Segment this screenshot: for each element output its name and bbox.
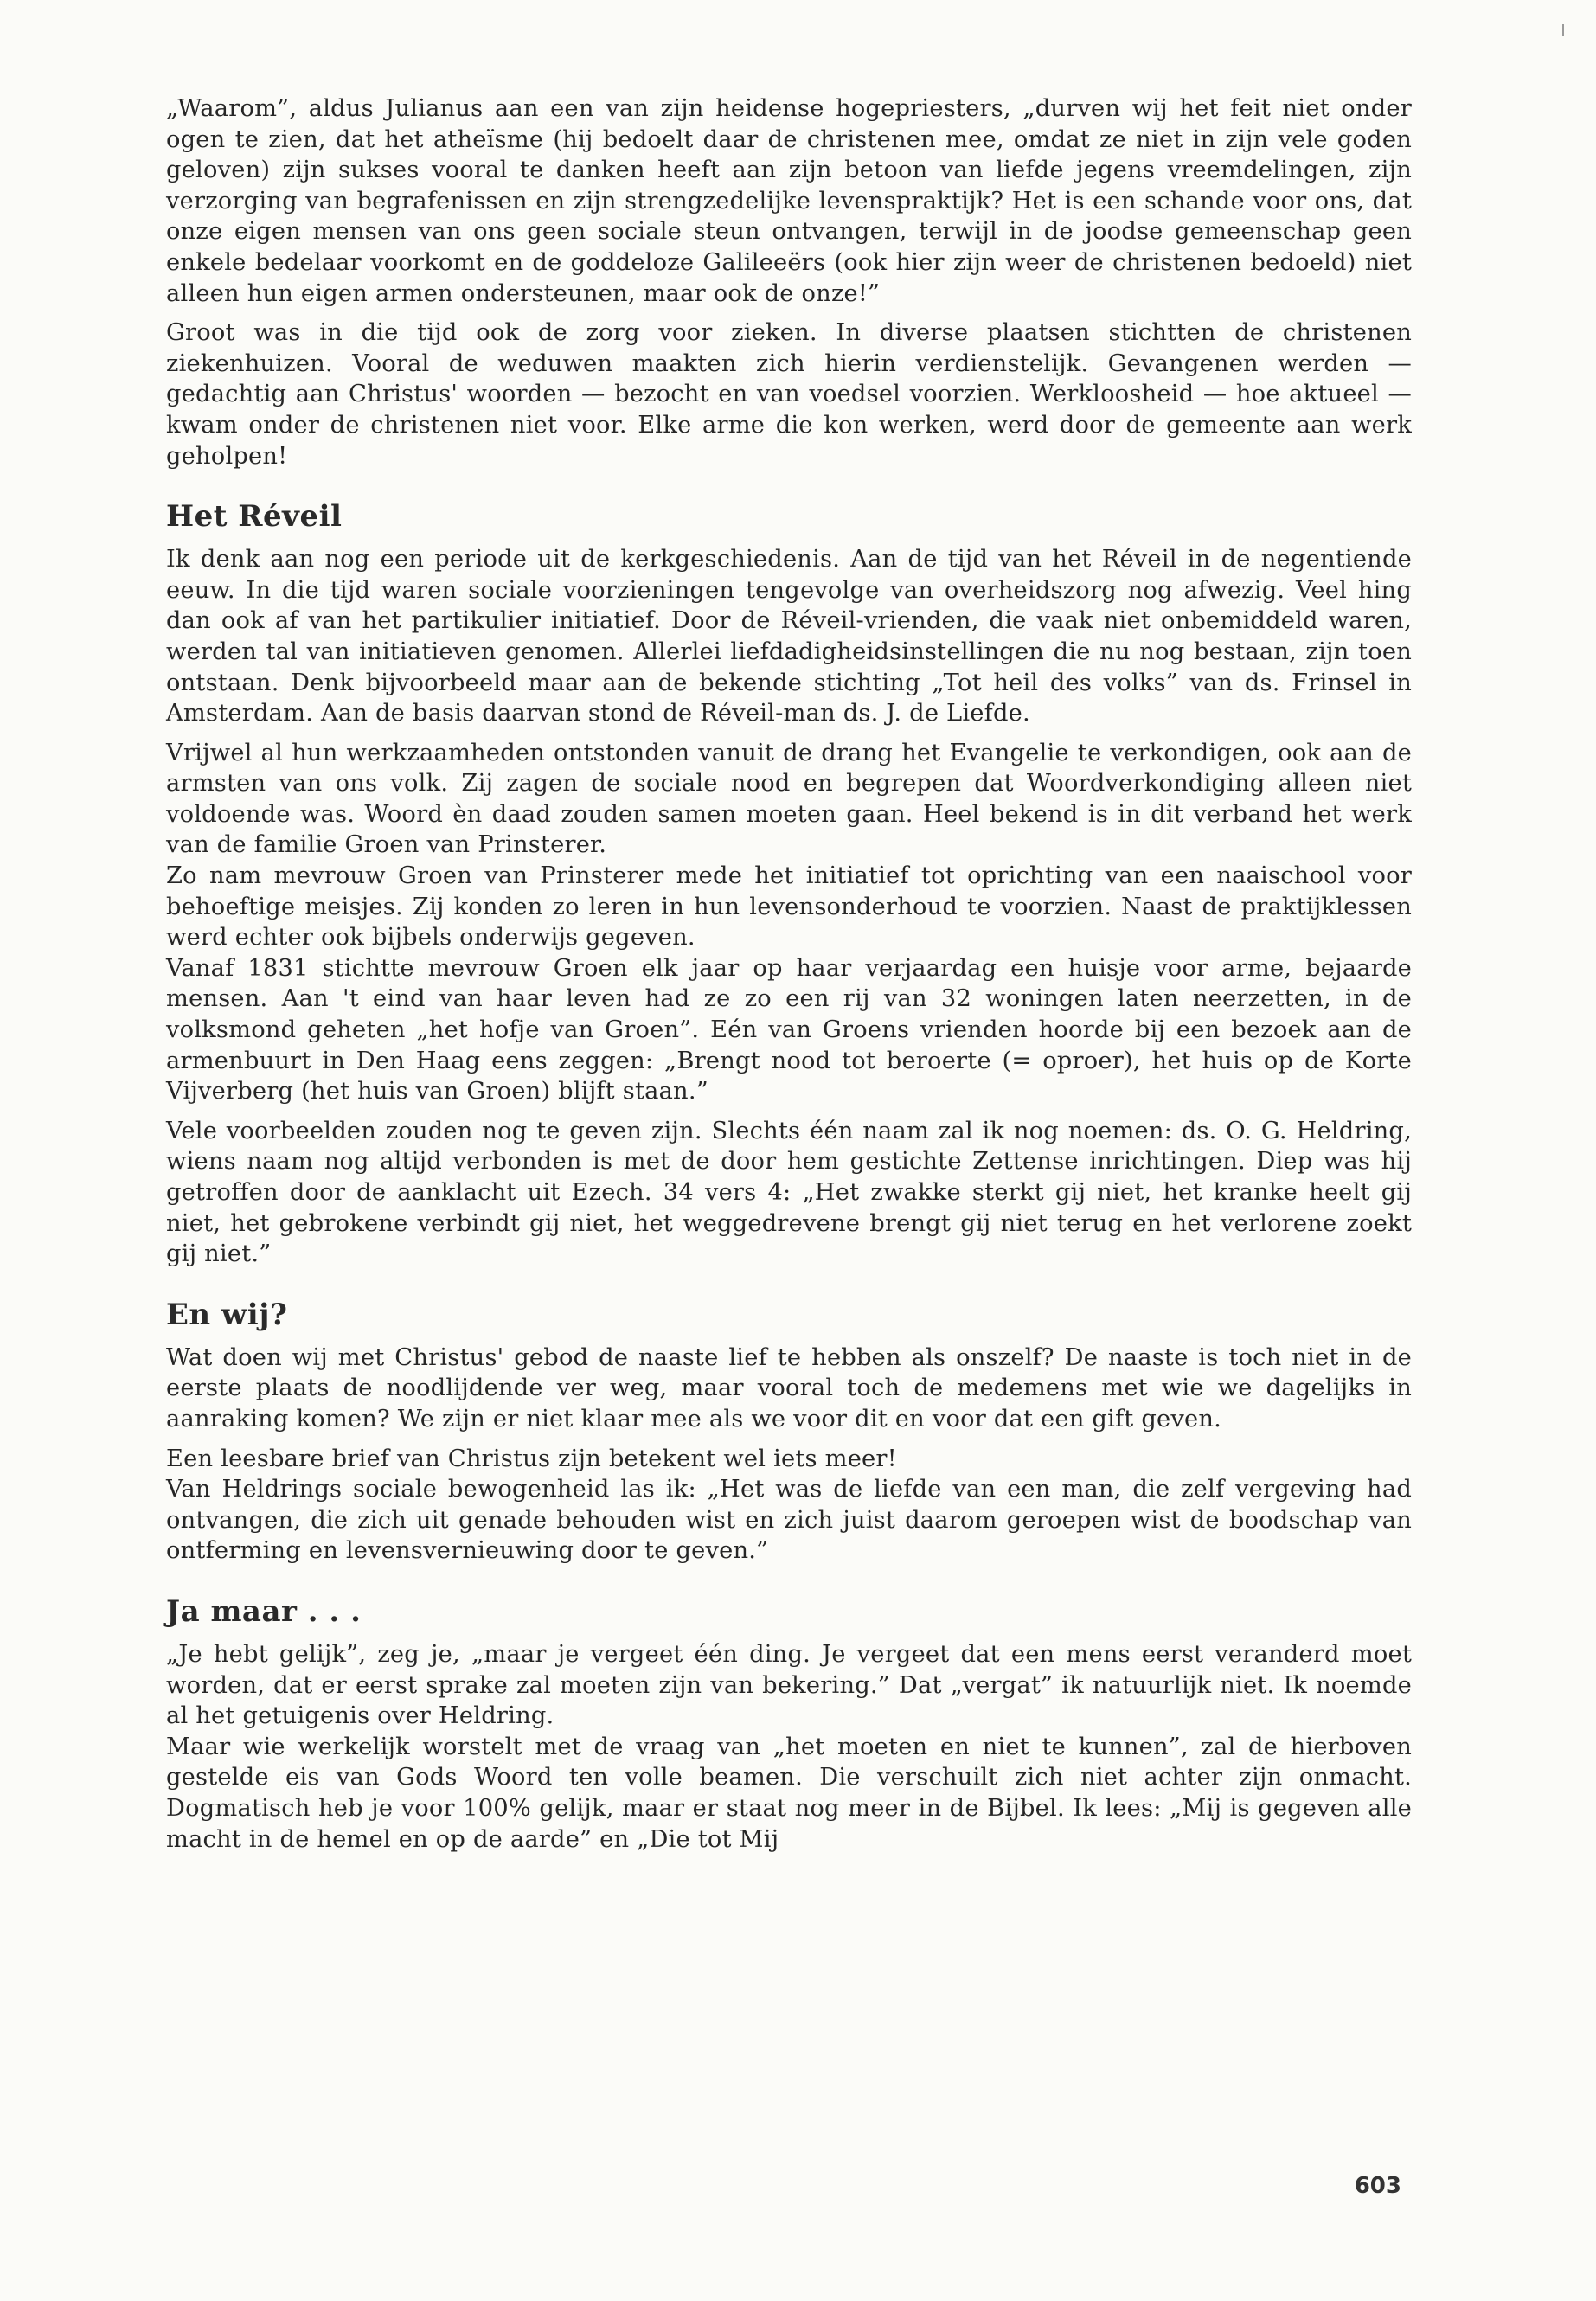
section-heading: En wij? (166, 1297, 288, 1332)
paragraph: Ik denk aan nog een periode uit de kerkgeschiedenis. Aan de tijd van het Réveil in de negentiende eeuw. In die tijd waren sociale voorzieningen tengevolge van overheidszorg nog afwezig. Veel hing dan ook af van het partikulier initiatief. Door de Réveil-vrienden, die vaak niet onbemiddeld waren, werden tal van initiatieven genomen. Allerlei liefdadigheidsinstellingen die nu nog bestaan, zijn toen ontstaan. Denk bijvoorbeeld maar aan de bekende stichting „Tot heil des volks” van ds. Frinsel in Amsterdam. Aan de basis daarvan stond de Réveil-man ds. J. de Liefde. (166, 546, 1412, 727)
paragraph: Zo nam mevrouw Groen van Prinsterer mede het initiatief tot oprichting van een naaischool voor behoeftige meisjes. Zij konden zo leren in hun levensonderhoud te voorzien. Naast de praktijklessen werd echter ook bijbels onderwijs gegeven. (166, 862, 1412, 952)
section-heading: Ja maar . . . (166, 1593, 362, 1629)
intro-section (166, 93, 1412, 471)
paragraph: Vrijwel al hun werkzaamheden ontstonden vanuit de drang het Evangelie te verkondigen, ook aan de armsten van ons volk. Zij zagen de sociale nood en begrepen dat Woordverkondiging alleen niet voldoende was. Woord èn daad zouden samen moeten gaan. Heel bekend is in dit verband het werk van de familie Groen van Prinsterer. (166, 739, 1412, 859)
paragraph: Van Heldrings sociale bewogenheid las ik: „Het was de liefde van een man, die zelf vergeving had ontvangen, die zich uit genade behouden wist en zich juist daarom geroepen wist de boodschap van ontferming en levensvernieuwing door te geven.” (166, 1476, 1412, 1565)
scan-mark (1562, 24, 1564, 36)
paragraph: Maar wie werkelijk worstelt met de vraag van „het moeten en niet te kunnen”, zal de hierboven gestelde eis van Gods Woord ten volle beamen. Die verschuilt zich niet achter zijn onmacht. Dogmatisch heb je voor 100% gelijk, maar er staat nog meer in de Bijbel. Ik lees: „Mij is gegeven alle macht in de hemel en op de aarde” en „Die tot Mij (166, 1733, 1412, 1853)
ja-maar-section (166, 1594, 1412, 1855)
section-heading: Het Réveil (166, 499, 343, 535)
page-body (166, 93, 1412, 1855)
paragraph: Vele voorbeelden zouden nog te geven zijn. Slechts één naam zal ik nog noemen: ds. O. G. Heldring, wiens naam nog altijd verbonden is met de door hem gestichte Zettense inrichtingen. Diep was hij getroffen door de aanklacht uit Ezech. 34 vers 4: „Het zwakke sterkt gij niet, het kranke heelt gij niet, het gebrokene verbindt gij niet, het weggedrevene brengt gij niet terug en het verlorene zoekt gij niet.” (166, 1117, 1412, 1268)
paragraph: Vanaf 1831 stichtte mevrouw Groen elk jaar op haar verjaardag een huisje voor arme, bejaarde mensen. Aan 't eind van haar leven had ze zo een rij van 32 woningen laten neerzetten, in de volksmond geheten „het hofje van Groen”. Eén van Groens vrienden hoorde bij een bezoek aan de armenbuurt in Den Haag eens zeggen: „Brengt nood tot beroerte (= oproer), het huis op de Korte Vijverberg (het huis van Groen) blijft staan.” (166, 954, 1412, 1106)
reveil-section (166, 499, 1412, 1270)
page-number: 603 (1354, 2173, 1401, 2199)
en-wij-section (166, 1298, 1412, 1567)
paragraph: „Je hebt gelijk”, zeg je, „maar je vergeet één ding. Je vergeet dat een mens eerst veranderd moet worden, dat er eerst sprake zal moeten zijn van bekering.” Dat „vergat” ik natuurlijk niet. Ik noemde al het getuigenis over Heldring. (166, 1640, 1412, 1730)
paragraph: „Waarom”, aldus Julianus aan een van zijn heidense hogepriesters, „durven wij het feit niet onder ogen te zien, dat het atheïsme (hij bedoelt daar de christenen mee, omdat ze niet in zijn vele goden geloven) zijn sukses vooral te danken heeft aan zijn betoon van liefde jegens vreemdelingen, zijn verzorging van begrafenissen en zijn strengzedelijke levenspraktijk? Het is een schande voor ons, dat onze eigen mensen van ons geen sociale steun ontvangen, terwijl in de joodse gemeenschap geen enkele bedelaar voorkomt en de goddeloze Galileeërs (ook hier zijn weer de christenen bedoeld) niet alleen hun eigen armen ondersteunen, maar ook de onze!” (166, 95, 1412, 307)
paragraph: Groot was in die tijd ook de zorg voor zieken. In diverse plaatsen stichtten de christenen ziekenhuizen. Vooral de weduwen maakten zich hierin verdienstelijk. Gevangenen werden — gedachtig aan Christus' woorden — bezocht en van voedsel voorzien. Werkloosheid — hoe aktueel — kwam onder de christenen niet voor. Elke arme die kon werken, werd door de gemeente aan werk geholpen! (166, 319, 1412, 470)
paragraph: Een leesbare brief van Christus zijn betekent wel iets meer! (166, 1445, 897, 1472)
paragraph: Wat doen wij met Christus' gebod de naaste lief te hebben als onszelf? De naaste is toch niet in de eerste plaats de noodlijdende ver weg, maar vooral toch de medemens met wie we dagelijks in aanraking komen? We zijn er niet klaar mee als we voor dit en voor dat een gift geven. (166, 1343, 1412, 1433)
